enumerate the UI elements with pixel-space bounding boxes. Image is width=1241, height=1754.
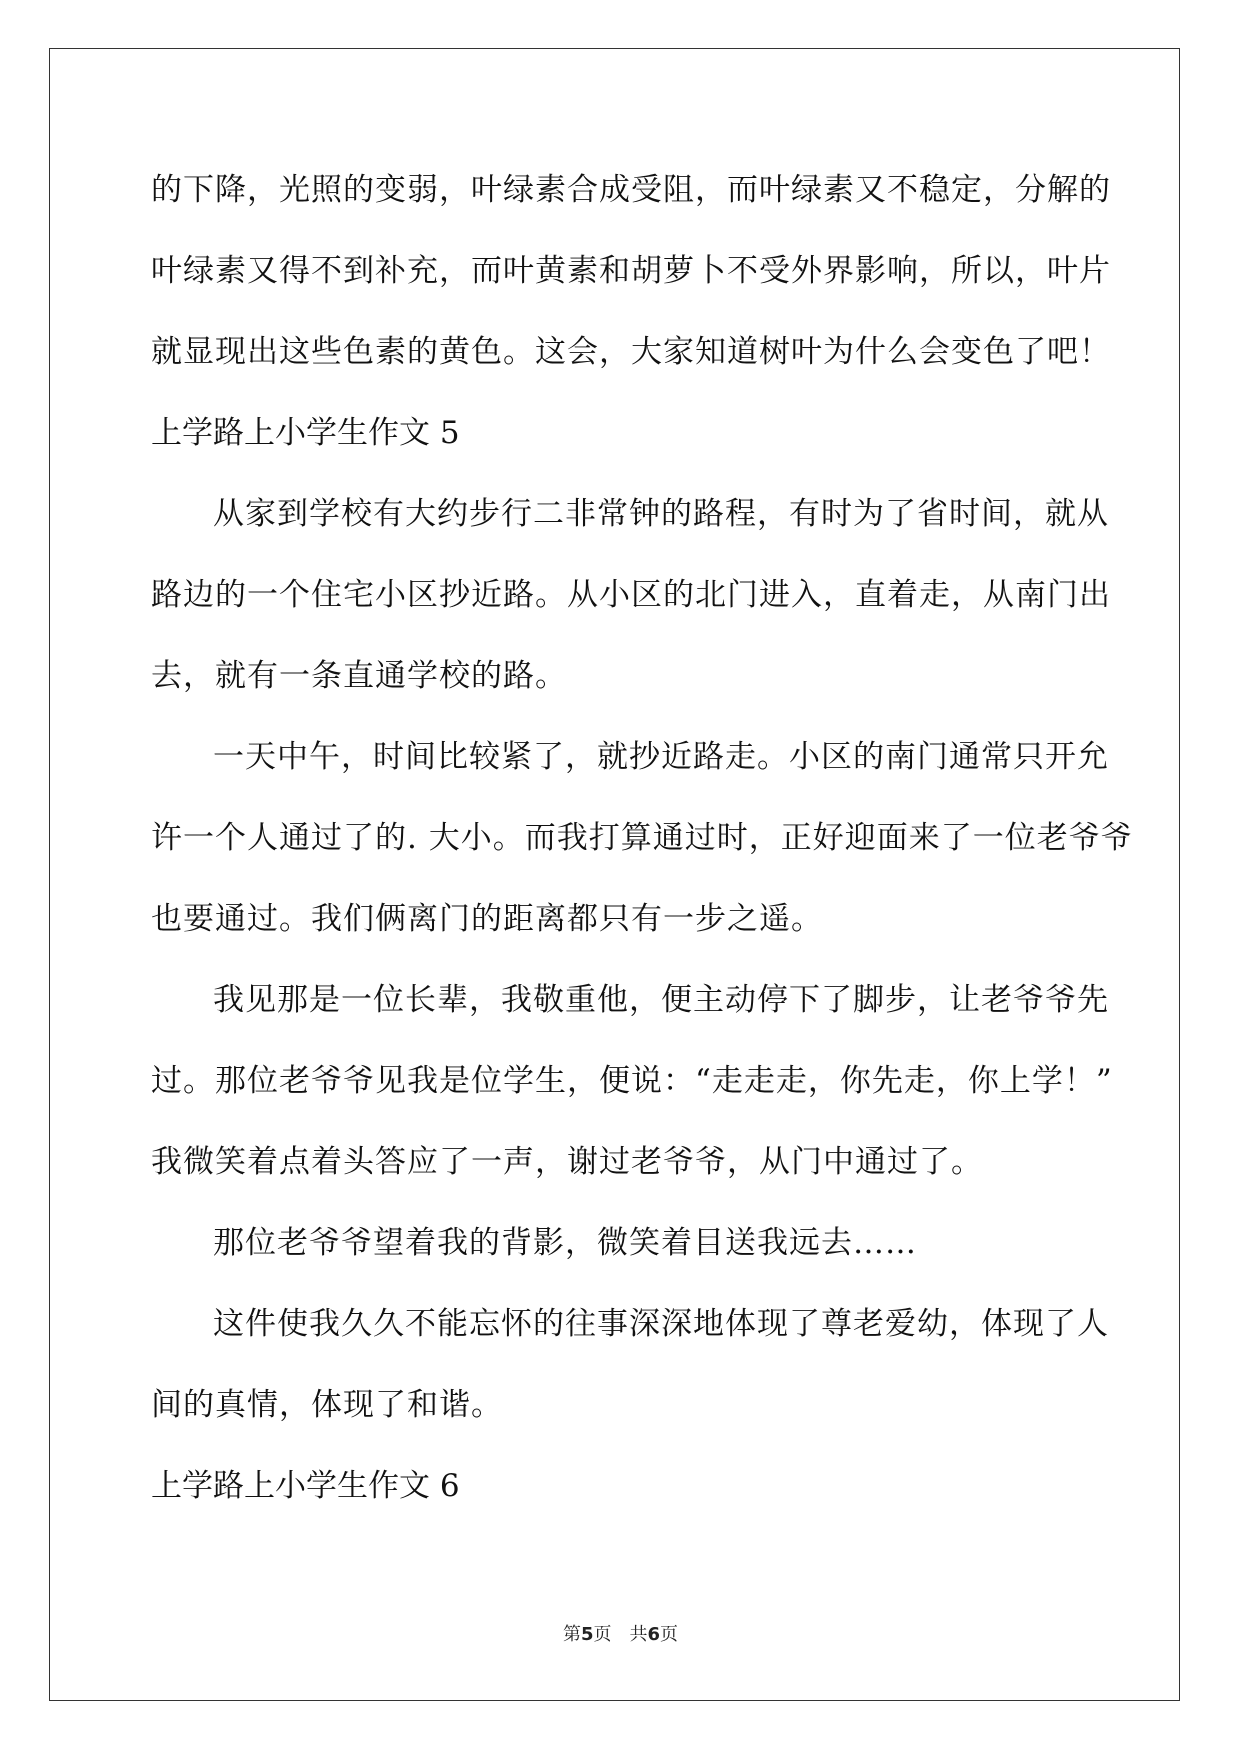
paragraph-first-line: 我见那是一位长辈，我敬重他，便主动停下了脚步，让老爷爷先 — [213, 982, 1109, 1018]
section-heading: 上学路上小学生作文 6 — [151, 1468, 460, 1504]
paragraph-first-line: 那位老爷爷望着我的背影，微笑着目送我远去…… — [213, 1225, 917, 1261]
page-footer — [0, 1620, 1241, 1646]
page-suffix: 页 — [593, 1624, 612, 1645]
text-line: 去，就有一条直通学校的路。 — [151, 658, 567, 694]
text-line: 间的真情，体现了和谐。 — [151, 1387, 503, 1423]
paragraph-first-line: 一天中午，时间比较紧了，就抄近路走。小区的南门通常只开允 — [213, 739, 1109, 775]
text-line: 路边的一个住宅小区抄近路。从小区的北门进入，直着走，从南门出 — [151, 577, 1111, 613]
total-prefix: 共 — [629, 1624, 648, 1645]
text-line: 叶绿素又得不到补充，而叶黄素和胡萝卜不受外界影响，所以，叶片 — [151, 253, 1111, 289]
paragraph-first-line: 从家到学校有大约步行二非常钟的路程，有时为了省时间，就从 — [213, 496, 1109, 532]
section-heading: 上学路上小学生作文 5 — [151, 415, 460, 451]
current-page-number: 5 — [580, 1624, 594, 1645]
text-line: 也要通过。我们俩离门的距离都只有一步之遥。 — [151, 901, 823, 937]
text-line: 许一个人通过了的. 大小。而我打算通过时，正好迎面来了一位老爷爷 — [151, 820, 1133, 856]
text-line: 就显现出这些色素的黄色。这会，大家知道树叶为什么会变色了吧！ — [151, 334, 1111, 370]
text-line: 的下降，光照的变弱，叶绿素合成受阻，而叶绿素又不稳定，分解的 — [151, 172, 1111, 208]
page-prefix: 第 — [562, 1624, 581, 1645]
text-line: 过。那位老爷爷见我是位学生，便说：“走走走，你先走，你上学！” — [151, 1063, 1113, 1099]
document-body — [151, 150, 1133, 1527]
total-suffix: 页 — [660, 1624, 679, 1645]
total-page-number: 6 — [647, 1624, 661, 1645]
paragraph-first-line: 这件使我久久不能忘怀的往事深深地体现了尊老爱幼，体现了人 — [213, 1306, 1109, 1342]
text-line: 我微笑着点着头答应了一声，谢过老爷爷，从门中通过了。 — [151, 1144, 983, 1180]
